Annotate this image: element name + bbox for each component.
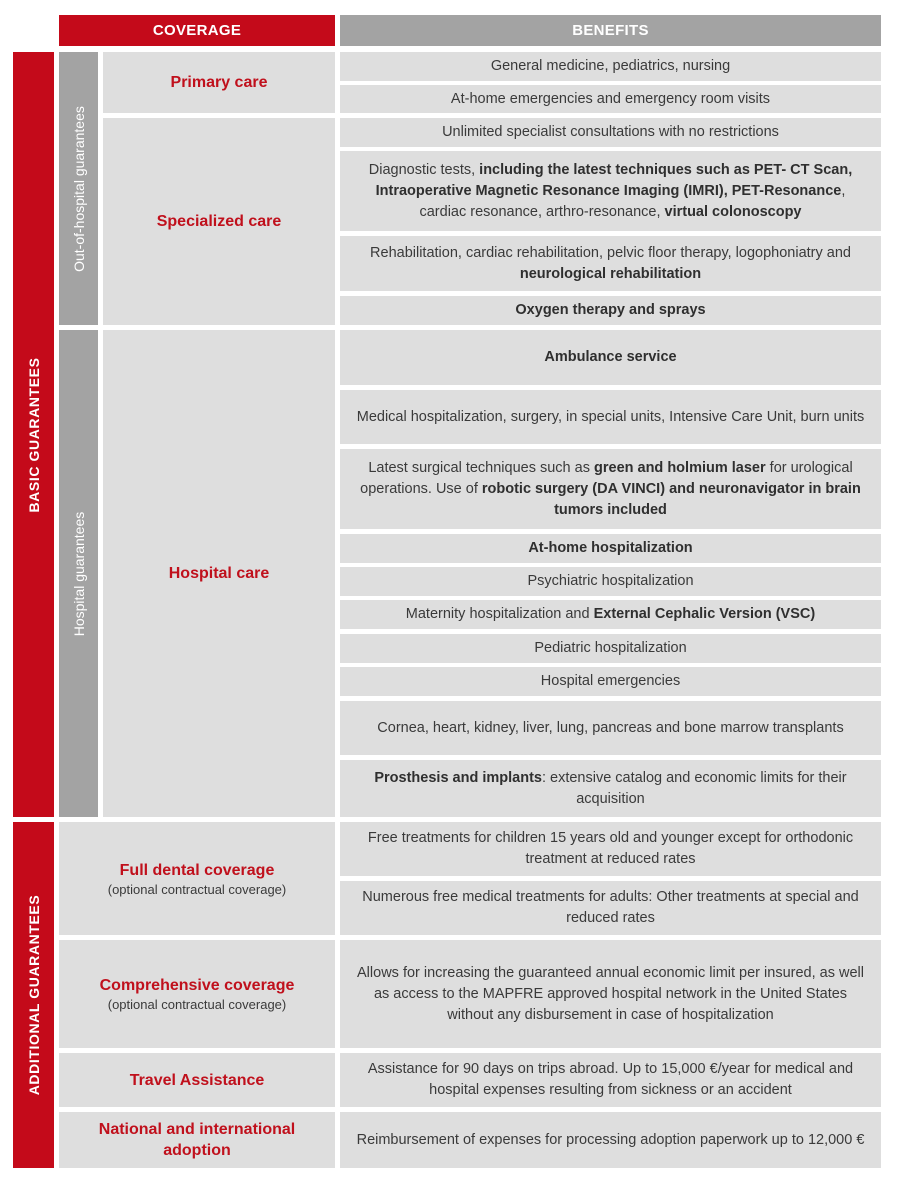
coverage-primary-care	[103, 52, 335, 113]
benefit-text-bold: neurological rehabilitation	[519, 265, 702, 282]
coverage-note: (optional contractual coverage)	[107, 997, 287, 1012]
coverage-title: Specialized care	[156, 213, 282, 230]
benefit-text: Medical hospitalization, surgery, in special units, Intensive Care Unit, burn units	[356, 408, 865, 425]
benefits-header	[340, 15, 881, 46]
benefit-text-part: Diagnostic tests,	[368, 161, 480, 178]
additional-guarantees-bar	[13, 822, 54, 1168]
benefit-row	[340, 701, 881, 755]
benefit-row	[340, 85, 881, 113]
benefit-text	[352, 768, 869, 810]
out-of-hospital-bar	[59, 52, 98, 325]
basic-guarantees-label: BASIC GUARANTEES	[25, 356, 42, 513]
benefit-row	[340, 151, 881, 231]
benefit-text: Unlimited specialist consultations with no restrictions	[442, 124, 779, 140]
benefit-row	[340, 600, 881, 629]
coverage-hospital-care	[103, 330, 335, 817]
out-of-hospital-label: Out-of-hospital guarantees	[70, 105, 87, 272]
benefit-text	[352, 458, 869, 521]
benefit-text: Psychiatric hospitalization	[527, 573, 694, 589]
benefit-text-bold: Prosthesis and implants	[374, 769, 542, 786]
benefit-text-bold: robotic surgery (DA VINCI) and neuronavigator in brain tumors included	[481, 480, 861, 518]
benefit-text-part: , cardiac resonance, arthro-resonance,	[419, 182, 846, 220]
benefit-row	[340, 118, 881, 147]
coverage-comprehensive	[59, 940, 335, 1048]
hospital-guarantees-label: Hospital guarantees	[70, 511, 87, 636]
coverage-full-dental	[59, 822, 335, 935]
benefit-row	[340, 296, 881, 325]
benefit-text: General medicine, pediatrics, nursing	[490, 58, 731, 74]
hospital-guarantees-bar	[59, 330, 98, 817]
benefit-row	[340, 1112, 881, 1168]
coverage-title: National and international adoption	[98, 1121, 296, 1159]
benefit-row	[340, 449, 881, 529]
benefit-text: Assistance for 90 days on trips abroad. Up to 15,000 €/year for medical and hospital expenses resulting from sickness or an accident	[367, 1061, 854, 1098]
coverage-travel-assistance	[59, 1053, 335, 1107]
additional-guarantees-label: ADDITIONAL GUARANTEES	[25, 894, 42, 1096]
coverage-header-label: COVERAGE	[152, 22, 242, 39]
coverage-specialized-care	[103, 118, 335, 325]
coverage-title: Primary care	[170, 74, 268, 91]
benefit-text: Reimbursement of expenses for processing adoption paperwork up to 12,000 €	[356, 1131, 865, 1148]
benefit-text: At-home emergencies and emergency room visits	[450, 90, 771, 107]
benefit-text	[352, 160, 869, 223]
benefit-text	[352, 243, 869, 285]
benefit-text: Free treatments for children 15 years old and younger except for orthodonic treatment at reduced rates	[367, 830, 854, 867]
basic-guarantees-bar	[13, 52, 54, 817]
benefit-text-part: Maternity hospitalization and	[405, 606, 594, 622]
benefit-text-bold: Ambulance service	[544, 349, 677, 365]
benefits-header-label: BENEFITS	[572, 22, 649, 39]
benefit-text-part: for urological operations. Use of	[360, 459, 853, 497]
coverage-adoption	[59, 1112, 335, 1168]
benefit-row	[340, 534, 881, 563]
benefit-text: Pediatric hospitalization	[534, 640, 687, 656]
benefit-row	[340, 667, 881, 696]
benefit-row	[340, 822, 881, 876]
benefit-text: Cornea, heart, kidney, liver, lung, pancreas and bone marrow transplants	[377, 719, 844, 736]
coverage-title: Comprehensive coverage	[99, 977, 295, 994]
benefit-text	[406, 604, 815, 625]
benefit-row	[340, 760, 881, 817]
coverage-title: Travel Assistance	[129, 1071, 265, 1089]
benefit-row	[340, 330, 881, 385]
benefit-text-bold: green and holmium laser	[594, 459, 766, 476]
benefit-text: Hospital emergencies	[540, 673, 681, 689]
benefit-row	[340, 881, 881, 935]
benefit-row	[340, 236, 881, 291]
benefit-text-bold: virtual colonoscopy	[664, 203, 802, 220]
benefit-text-part: Latest surgical techniques such as	[368, 459, 594, 476]
benefit-row	[340, 1053, 881, 1107]
coverage-title: Full dental coverage	[119, 861, 275, 879]
benefit-text: Numerous free medical treatments for adults: Other treatments at special and reduced rates	[362, 889, 859, 926]
benefit-text: Allows for increasing the guaranteed annual economic limit per insured, as well as access to the MAPFRE approved hospital network in the United States without any disbursement in case of hospitalization	[357, 964, 864, 1023]
benefit-text-bold: including the latest techniques such as PET- CT Scan, Intraoperative Magnetic Resonance Imaging (IMRI), PET-Resonance	[375, 161, 853, 199]
benefit-text-bold: Oxygen therapy and sprays	[515, 302, 706, 318]
benefit-text-bold: External Cephalic Version (VSC)	[593, 606, 816, 622]
benefit-row	[340, 390, 881, 444]
coverage-header	[59, 15, 335, 46]
benefit-text-part: Rehabilitation, cardiac rehabilitation, pelvic floor therapy, logophoniatry and	[370, 244, 851, 261]
coverage-note: (optional contractual coverage)	[107, 881, 287, 897]
coverage-title: Hospital care	[168, 565, 270, 582]
benefit-text-bold: At-home hospitalization	[528, 540, 693, 556]
benefit-row	[340, 940, 881, 1048]
benefit-row	[340, 52, 881, 81]
benefit-row	[340, 567, 881, 596]
benefit-text-part: : extensive catalog and economic limits for their acquisition	[541, 769, 847, 807]
benefit-row	[340, 634, 881, 663]
